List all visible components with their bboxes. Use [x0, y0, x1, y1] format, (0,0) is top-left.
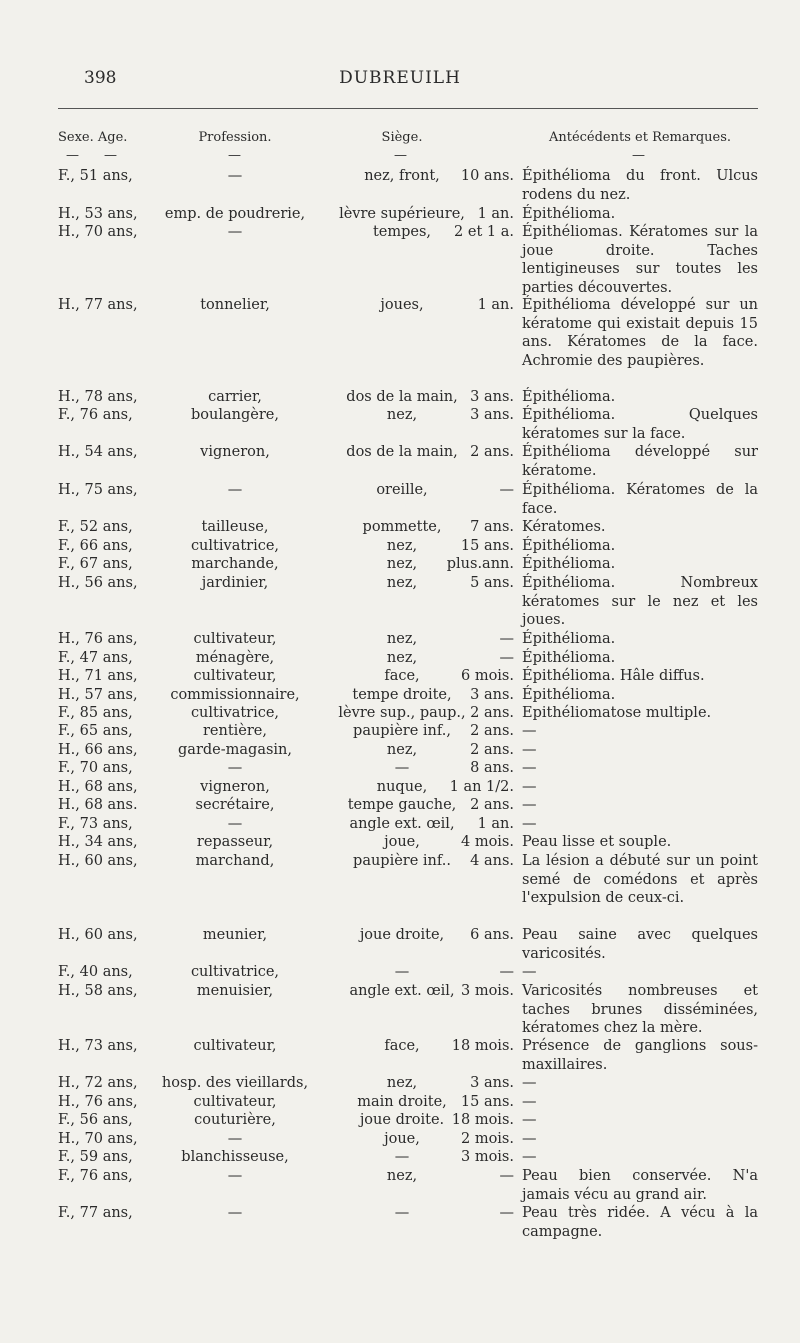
cell-profession: couturière, — [194, 1112, 276, 1128]
cell-duration: 2 ans. — [470, 797, 514, 813]
dash: — — [394, 148, 407, 163]
cell-profession: — — [227, 224, 243, 240]
cell-remarks: Épithélioma. — [522, 687, 616, 703]
cell-duration: plus.ann. — [446, 556, 514, 572]
cell-profession: garde-magasin, — [178, 742, 292, 758]
cell-siege: face, — [384, 1038, 420, 1054]
cell-remarks: — — [522, 816, 537, 832]
cell-siege: oreille, — [376, 482, 428, 498]
cell-siege: dos de la main, — [346, 444, 458, 460]
cell-remarks: Épithélioma. — [522, 650, 616, 666]
cell-siege: pommette, — [362, 519, 442, 535]
cell-siege: nez, — [386, 650, 418, 666]
cell-sex-age: H., 70 ans, — [58, 224, 138, 240]
cell-siege: angle ext. œil, — [349, 816, 455, 832]
running-head: DUBREUILH — [339, 68, 461, 88]
cell-remarks: Epithéliomatose multiple. — [522, 705, 712, 721]
cell-duration: — — [499, 482, 514, 498]
cell-duration: 3 ans. — [470, 687, 514, 703]
cell-profession: blanchisseuse, — [181, 1149, 289, 1165]
dash: — — [66, 148, 79, 163]
cell-duration: 7 ans. — [470, 519, 514, 535]
cell-duration: 18 mois. — [451, 1112, 514, 1128]
cell-remarks: La lésion a débuté sur un point semé de comédons et après l'expulsion de ceux-ci. — [522, 853, 758, 906]
cell-remarks: Épithélioma. Quelques kératomes sur la face. — [522, 407, 758, 442]
cell-remarks: — — [522, 742, 537, 758]
cell-profession: cultivateur, — [193, 668, 277, 684]
cell-duration: 3 mois. — [460, 1149, 514, 1165]
cell-sex-age: F., 85 ans, — [58, 705, 133, 721]
cell-profession: ménagère, — [195, 650, 275, 666]
cell-siege: angle ext. œil, — [349, 983, 455, 999]
cell-siege: paupière inf., — [353, 723, 451, 739]
cell-sex-age: F., 52 ans, — [58, 519, 133, 535]
cell-duration: — — [499, 1168, 514, 1184]
cell-sex-age: H., 68 ans, — [58, 779, 138, 795]
cell-siege: nez, — [386, 575, 418, 591]
cell-duration: — — [499, 964, 514, 980]
cell-duration: 2 ans. — [470, 705, 514, 721]
col-siege: Siège. — [381, 130, 423, 145]
cell-remarks: Peau saine avec quelques varicosités. — [522, 927, 758, 962]
cell-sex-age: F., 65 ans, — [58, 723, 133, 739]
cell-profession: cultivateur, — [193, 631, 277, 647]
cell-siege: paupière inf.. — [353, 853, 451, 869]
cell-sex-age: H., 72 ans, — [58, 1075, 138, 1091]
col-remarks: Antécédents et Remarques. — [548, 130, 732, 145]
col-sex-age: Sexe. Age. — [58, 130, 128, 145]
cell-remarks: Épithélioma. Hâle diffus. — [522, 668, 705, 684]
cell-profession: boulangère, — [191, 407, 279, 423]
dash: — — [104, 148, 117, 163]
cell-profession: cultivateur, — [193, 1094, 277, 1110]
cell-siege: joue, — [384, 1131, 420, 1147]
cell-siege: nez, front, — [364, 168, 440, 184]
cell-duration: — — [499, 631, 514, 647]
cell-remarks: — — [522, 723, 537, 739]
cell-sex-age: H., 66 ans, — [58, 742, 138, 758]
cell-profession: meunier, — [202, 927, 268, 943]
page-number: 398 — [84, 68, 117, 88]
cell-profession: — — [227, 816, 243, 832]
cell-duration: 15 ans. — [460, 1094, 514, 1110]
cell-profession: — — [227, 1131, 243, 1147]
cell-sex-age: H., 53 ans, — [58, 206, 138, 222]
cell-sex-age: H., 77 ans, — [58, 297, 138, 313]
cell-remarks: Épithélioma. Nombreux kératomes sur le nez et les joues. — [522, 575, 758, 628]
cell-siege: joue droite, — [359, 927, 445, 943]
dash: — — [632, 148, 645, 163]
cell-siege: nez, — [386, 407, 418, 423]
cell-profession: tailleuse, — [201, 519, 269, 535]
cell-sex-age: F., 59 ans, — [58, 1149, 133, 1165]
cell-siege: dos de la main, — [346, 389, 458, 405]
cell-siege: lèvre supérieure, — [339, 206, 465, 222]
cell-profession: marchande, — [191, 556, 279, 572]
cell-sex-age: F., 77 ans, — [58, 1205, 133, 1221]
cell-remarks: — — [522, 797, 537, 813]
cell-remarks: Épithélioma. — [522, 389, 616, 405]
cell-siege: — — [394, 760, 410, 776]
cell-remarks: Épithélioma développé sur un kératome qui existait depuis 15 ans. Kératomes de la face. Achromie des paupières. — [522, 297, 758, 369]
cell-profession: jardinier, — [201, 575, 269, 591]
cell-profession: carrier, — [208, 389, 262, 405]
cell-remarks: Épithélioma. Kératomes de la face. — [522, 482, 758, 517]
cell-profession: menuisier, — [196, 983, 274, 999]
cell-profession: repasseur, — [196, 834, 274, 850]
cell-sex-age: H., 73 ans, — [58, 1038, 138, 1054]
cell-remarks: — — [522, 964, 537, 980]
cell-remarks: Épithélioma. — [522, 631, 616, 647]
cell-duration: 8 ans. — [470, 760, 514, 776]
cell-siege: nez, — [386, 538, 418, 554]
cell-sex-age: H., 58 ans, — [58, 983, 138, 999]
cell-duration: 1 an. — [477, 297, 514, 313]
cell-duration: 1 an. — [477, 206, 514, 222]
cell-siege: — — [394, 964, 410, 980]
cell-duration: 2 et 1 a. — [454, 224, 514, 240]
cell-duration: 2 ans. — [470, 723, 514, 739]
cell-profession: cultivatrice, — [190, 705, 280, 721]
cell-profession: cultivatrice, — [190, 964, 280, 980]
cell-duration: 3 ans. — [470, 407, 514, 423]
cell-siege: nez, — [386, 742, 418, 758]
cell-siege: tempe droite, — [352, 687, 452, 703]
cell-remarks: — — [522, 1131, 537, 1147]
cell-siege: nez, — [386, 1075, 418, 1091]
cell-remarks: Kératomes. — [522, 519, 606, 535]
cell-remarks: Épithélioma. — [522, 206, 616, 222]
cell-sex-age: F., 76 ans, — [58, 1168, 133, 1184]
cell-sex-age: F., 56 ans, — [58, 1112, 133, 1128]
cell-profession: — — [227, 482, 243, 498]
cell-duration: 3 mois. — [460, 983, 514, 999]
cell-duration: 6 mois. — [460, 668, 514, 684]
cell-siege: joue droite. — [359, 1112, 445, 1128]
cell-sex-age: F., 73 ans, — [58, 816, 133, 832]
cell-remarks: Épithélioma du front. Ulcus rodens du nez. — [522, 168, 758, 203]
cell-sex-age: H., 54 ans, — [58, 444, 138, 460]
cell-remarks: — — [522, 779, 537, 795]
cell-sex-age: F., 76 ans, — [58, 407, 133, 423]
cell-duration: 18 mois. — [451, 1038, 514, 1054]
cell-remarks: Épithélioma. — [522, 538, 616, 554]
cell-duration: 10 ans. — [460, 168, 514, 184]
cell-profession: emp. de poudrerie, — [164, 206, 306, 222]
cell-profession: rentière, — [202, 723, 268, 739]
cell-remarks: Présence de ganglions sous-maxillaires. — [522, 1038, 758, 1073]
cell-duration: 4 mois. — [460, 834, 514, 850]
cell-duration: 3 ans. — [470, 389, 514, 405]
cell-remarks: Varicosités nombreuses et taches brunes disséminées, kératomes chez la mère. — [522, 983, 758, 1036]
cell-profession: hosp. des vieillards, — [161, 1075, 309, 1091]
cell-sex-age: H., 76 ans, — [58, 1094, 138, 1110]
cell-sex-age: H., 75 ans, — [58, 482, 138, 498]
cell-duration: — — [499, 650, 514, 666]
cell-sex-age: F., 66 ans, — [58, 538, 133, 554]
col-profession: Profession. — [198, 130, 272, 145]
cell-siege: face, — [384, 668, 420, 684]
cell-remarks: — — [522, 1075, 537, 1091]
cell-siege: tempes, — [372, 224, 432, 240]
cell-sex-age: F., 67 ans, — [58, 556, 133, 572]
cell-sex-age: F., 70 ans, — [58, 760, 133, 776]
cell-duration: 2 mois. — [460, 1131, 514, 1147]
cell-remarks: Épithéliomas. Kératomes sur la joue droite. Taches lentigineuses sur toutes les parties découvertes. — [522, 224, 758, 296]
cell-sex-age: F., 51 ans, — [58, 168, 133, 184]
cell-duration: 1 an 1/2. — [449, 779, 514, 795]
cell-siege: joues, — [380, 297, 424, 313]
cell-sex-age: H., 78 ans, — [58, 389, 138, 405]
page-header — [0, 68, 800, 92]
cell-sex-age: F., 47 ans, — [58, 650, 133, 666]
cell-siege: — — [394, 1205, 410, 1221]
cell-remarks: — — [522, 1094, 537, 1110]
header-rule — [58, 108, 758, 109]
cell-remarks: — — [522, 1149, 537, 1165]
cell-siege: nez, — [386, 1168, 418, 1184]
cell-remarks: Épithélioma développé sur kératome. — [522, 444, 758, 479]
cell-remarks: — — [522, 760, 537, 776]
cell-duration: — — [499, 1205, 514, 1221]
cell-sex-age: H., 70 ans, — [58, 1131, 138, 1147]
cell-remarks: — — [522, 1112, 537, 1128]
cell-profession: — — [227, 1205, 243, 1221]
cell-sex-age: H., 56 ans, — [58, 575, 138, 591]
cell-sex-age: H., 60 ans, — [58, 927, 138, 943]
cell-remarks: Peau lisse et souple. — [522, 834, 672, 850]
cell-duration: 2 ans. — [470, 444, 514, 460]
cell-remarks: Épithélioma. — [522, 556, 616, 572]
cell-profession: commissionnaire, — [170, 687, 300, 703]
cell-sex-age: H., 76 ans, — [58, 631, 138, 647]
dash: — — [228, 148, 241, 163]
cell-duration: 2 ans. — [470, 742, 514, 758]
cell-sex-age: H., 71 ans, — [58, 668, 138, 684]
cell-sex-age: F., 40 ans, — [58, 964, 133, 980]
cell-duration: 6 ans. — [470, 927, 514, 943]
cell-siege: joue, — [384, 834, 420, 850]
cell-profession: vigneron, — [200, 779, 270, 795]
cell-sex-age: H., 34 ans, — [58, 834, 138, 850]
cell-siege: tempe gauche, — [347, 797, 457, 813]
cell-duration: 5 ans. — [470, 575, 514, 591]
cell-remarks: Peau très ridée. A vécu à la campagne. — [522, 1205, 758, 1240]
cell-siege: lèvre sup., paup., — [338, 705, 466, 721]
cell-profession: — — [227, 1168, 243, 1184]
cell-sex-age: H., 68 ans. — [58, 797, 138, 813]
cell-duration: 1 an. — [477, 816, 514, 832]
cell-duration: 4 ans. — [470, 853, 514, 869]
cell-duration: 15 ans. — [460, 538, 514, 554]
cell-profession: vigneron, — [200, 444, 270, 460]
cell-siege: nez, — [386, 631, 418, 647]
cell-siege: main droite, — [357, 1094, 447, 1110]
cell-siege: nuque, — [376, 779, 428, 795]
cell-duration: 3 ans. — [470, 1075, 514, 1091]
cell-sex-age: H., 57 ans, — [58, 687, 138, 703]
cell-profession: marchand, — [195, 853, 275, 869]
cell-remarks: Peau bien conservée. N'a jamais vécu au grand air. — [522, 1168, 758, 1203]
cell-siege: — — [394, 1149, 410, 1165]
cell-profession: — — [227, 760, 243, 776]
cell-sex-age: H., 60 ans, — [58, 853, 138, 869]
cell-profession: — — [227, 168, 243, 184]
cell-siege: nez, — [386, 556, 418, 572]
cell-profession: secrétaire, — [195, 797, 275, 813]
cell-profession: tonnelier, — [200, 297, 270, 313]
cell-profession: cultivateur, — [193, 1038, 277, 1054]
cell-profession: cultivatrice, — [190, 538, 280, 554]
